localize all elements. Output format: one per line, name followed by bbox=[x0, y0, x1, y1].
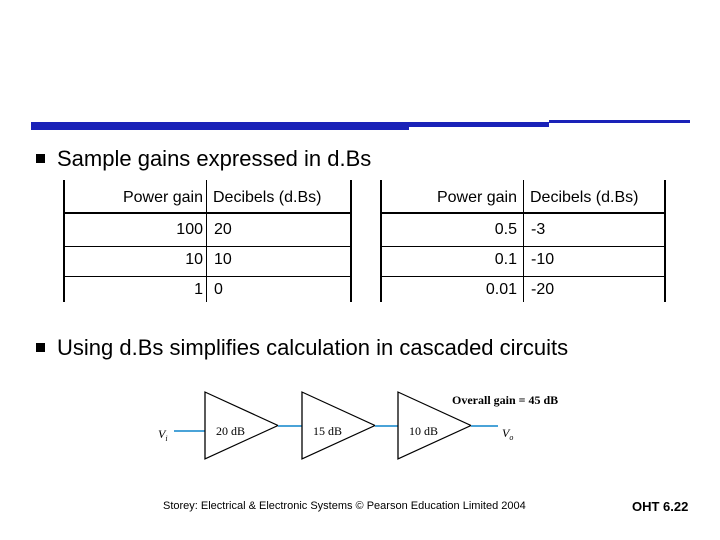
footer-credit: Storey: Electrical & Electronic Systems © Pearson Education Limited 2004 bbox=[163, 500, 526, 512]
row-divider bbox=[380, 276, 666, 277]
cell-decibels: -3 bbox=[531, 221, 546, 238]
overall-gain-label: Overall gain = 45 dB bbox=[452, 393, 559, 407]
bullet-cascaded-circuits bbox=[36, 335, 568, 361]
cell-power-gain: 0.5 bbox=[494, 221, 517, 238]
header-power-gain: Power gain bbox=[436, 189, 517, 206]
cell-power-gain: 10 bbox=[185, 251, 203, 268]
cell-decibels: 0 bbox=[214, 281, 223, 298]
bullet-sample-gains bbox=[36, 146, 371, 172]
title-rule bbox=[31, 120, 690, 130]
rule-thin-segment bbox=[549, 120, 690, 123]
rule-mid-segment bbox=[409, 122, 549, 127]
bullet-text: Sample gains expressed in d.Bs bbox=[57, 146, 372, 171]
gain-table-left bbox=[63, 180, 352, 302]
gain-table-right bbox=[380, 180, 666, 302]
column-divider bbox=[206, 180, 207, 302]
header-decibels: Decibels (d.Bs) bbox=[530, 189, 639, 206]
cell-decibels: -20 bbox=[531, 281, 555, 298]
row-divider bbox=[380, 246, 666, 247]
cell-decibels: 20 bbox=[214, 221, 232, 238]
header-decibels: Decibels (d.Bs) bbox=[213, 189, 322, 206]
slide-number: OHT 6.22 bbox=[632, 499, 689, 514]
stage-3-gain-label: 10 dB bbox=[409, 424, 439, 438]
output-voltage-label: $V_o$ bbox=[502, 426, 514, 442]
stage-2-gain-label: 15 dB bbox=[313, 424, 343, 438]
stage-1-gain-label: 20 dB bbox=[216, 424, 246, 438]
bullet-text: Using d.Bs simplifies calculation in cascaded circuits bbox=[57, 335, 569, 360]
row-divider bbox=[63, 246, 352, 247]
square-bullet-icon bbox=[36, 343, 45, 352]
cell-decibels: 10 bbox=[214, 251, 232, 268]
cell-power-gain: 0.1 bbox=[494, 251, 517, 268]
square-bullet-icon bbox=[36, 154, 45, 163]
cell-power-gain: 0.01 bbox=[485, 281, 517, 298]
header-power-gain: Power gain bbox=[122, 189, 203, 206]
column-divider bbox=[523, 180, 524, 302]
input-voltage-label: $V_i$ bbox=[158, 427, 168, 443]
cell-decibels: -10 bbox=[531, 251, 555, 268]
cascaded-amplifier-diagram bbox=[150, 385, 590, 465]
row-divider bbox=[63, 276, 352, 277]
rule-thick-segment bbox=[31, 122, 409, 130]
cell-power-gain: 1 bbox=[194, 281, 203, 298]
cell-power-gain: 100 bbox=[176, 221, 203, 238]
